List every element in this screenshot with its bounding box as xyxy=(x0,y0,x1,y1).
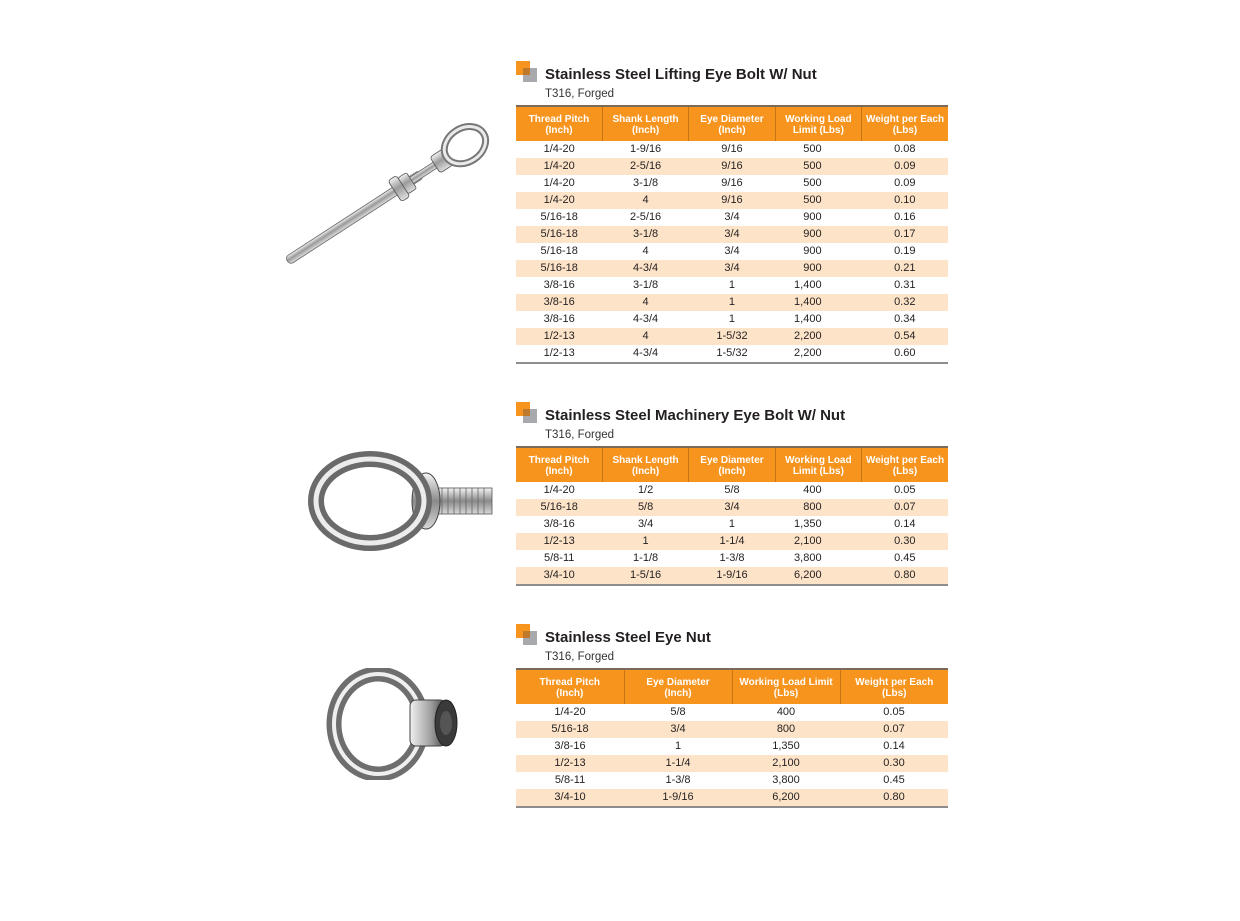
table-cell: 0.10 xyxy=(862,192,948,209)
table-cell: 900 xyxy=(803,211,822,223)
table-row xyxy=(516,243,948,260)
table-cell: 5/8 xyxy=(670,706,686,718)
table-cell: 2-5/16 xyxy=(602,158,688,175)
table-cell: 1/4-20 xyxy=(543,177,575,189)
table-row xyxy=(516,567,948,585)
column-header xyxy=(862,106,948,141)
column-header-line1: Working Load Limit xyxy=(739,676,833,688)
table-cell: 1/2 xyxy=(637,484,654,496)
table-cell: 0.16 xyxy=(894,211,916,223)
table-cell: 5/16-18 xyxy=(516,499,602,516)
table-cell: 4 xyxy=(602,328,688,345)
table-cell: 1-5/16 xyxy=(602,567,688,585)
eye-nut-image xyxy=(326,668,464,780)
column-header xyxy=(602,447,688,482)
column-header xyxy=(602,106,688,141)
column-header-line2: (Inch) xyxy=(664,687,692,699)
table-cell: 0.07 xyxy=(862,499,948,516)
section-marker-icon xyxy=(516,61,538,83)
lifting-eye-bolt-image xyxy=(278,118,503,273)
table-cell: 0.80 xyxy=(862,567,948,585)
column-header xyxy=(732,669,840,704)
table-row xyxy=(516,141,948,158)
table-cell: 5/16-18 xyxy=(516,226,602,243)
table-cell: 2-5/16 xyxy=(629,211,662,223)
section-subtitle: T316, Forged xyxy=(545,429,615,441)
table-cell: 2,100 xyxy=(732,755,840,772)
table-cell: 1 xyxy=(689,294,775,311)
table-cell: 1/2-13 xyxy=(516,328,602,345)
table-cell: 5/16-18 xyxy=(540,211,578,223)
column-header xyxy=(516,447,602,482)
table-cell: 6,200 xyxy=(775,567,861,585)
column-header-line1: Working Load xyxy=(785,454,852,466)
table-cell: 400 xyxy=(776,706,796,718)
column-header-line1: Weight per Each xyxy=(865,454,945,466)
table-cell: 3/8-16 xyxy=(516,294,602,311)
table-cell: 4-3/4 xyxy=(602,260,688,277)
table-cell: 500 xyxy=(803,177,822,189)
table-cell: 0.32 xyxy=(862,294,948,311)
table-cell: 0.30 xyxy=(862,533,948,550)
machinery-eye-bolt-image xyxy=(308,448,496,552)
table-cell: 1 xyxy=(728,279,736,291)
table-row xyxy=(516,277,948,294)
column-header-line2: (Inch) xyxy=(545,124,573,136)
machinery-eye-bolt-spec-table xyxy=(516,446,948,586)
lifting-eye-bolt-spec-table xyxy=(516,105,948,364)
table-cell: 1,350 xyxy=(794,518,822,530)
table-cell: 0.14 xyxy=(894,518,916,530)
column-header-line1: Shank Length xyxy=(612,454,679,466)
table-cell: 3/4 xyxy=(689,260,775,277)
lifting-eye-bolt-section xyxy=(516,61,948,364)
table-header-row xyxy=(516,669,948,704)
eye-nut-section xyxy=(516,624,948,808)
table-cell: 3/8-16 xyxy=(543,518,575,530)
table-cell: 0.14 xyxy=(883,740,905,752)
table-cell: 2,100 xyxy=(775,533,861,550)
table-cell: 1/4-20 xyxy=(543,143,575,155)
table-cell: 1-1/4 xyxy=(689,533,775,550)
table-cell: 0.09 xyxy=(862,158,948,175)
column-header-line1: Weight per Each xyxy=(865,113,945,125)
table-row xyxy=(516,721,948,738)
table-cell: 3-1/8 xyxy=(633,279,659,291)
table-cell: 1/4-20 xyxy=(516,192,602,209)
table-cell: 1/2-13 xyxy=(543,347,575,359)
table-cell: 4 xyxy=(602,294,688,311)
table-cell: 800 xyxy=(732,721,840,738)
section-title: Stainless Steel Machinery Eye Bolt W/ Nut xyxy=(545,407,846,424)
column-header xyxy=(689,447,775,482)
table-cell: 3/8-16 xyxy=(543,279,575,291)
table-cell: 0.34 xyxy=(894,313,916,325)
table-cell: 1-1/4 xyxy=(624,755,732,772)
section-header xyxy=(516,61,948,105)
table-cell: 1 xyxy=(674,740,682,752)
table-cell: 4 xyxy=(602,192,688,209)
table-cell: 1/4-20 xyxy=(554,706,586,718)
table-cell: 1/4-20 xyxy=(516,158,602,175)
table-cell: 0.21 xyxy=(862,260,948,277)
table-cell: 3,800 xyxy=(772,774,800,786)
table-cell: 5/16-18 xyxy=(516,260,602,277)
table-row xyxy=(516,482,948,499)
table-cell: 1/2-13 xyxy=(516,755,624,772)
table-cell: 0.54 xyxy=(862,328,948,345)
table-cell: 9/16 xyxy=(689,192,775,209)
table-row xyxy=(516,499,948,516)
table-header-row xyxy=(516,447,948,482)
table-cell: 5/8 xyxy=(602,499,688,516)
table-row xyxy=(516,260,948,277)
table-cell: 3-1/8 xyxy=(633,177,659,189)
table-cell: 3/4 xyxy=(624,721,732,738)
table-cell: 0.60 xyxy=(894,347,916,359)
column-header-line2: (Lbs) xyxy=(882,687,907,699)
table-cell: 1-9/16 xyxy=(629,143,662,155)
table-cell: 3,800 xyxy=(794,552,822,564)
table-cell: 5/8-11 xyxy=(544,552,575,564)
table-cell: 1-9/16 xyxy=(689,567,775,585)
table-cell: 4-3/4 xyxy=(633,313,659,325)
table-cell: 1,350 xyxy=(772,740,800,752)
column-header-line1: Thread Pitch xyxy=(539,676,601,688)
machinery-eye-bolt-section xyxy=(516,402,948,586)
table-row xyxy=(516,311,948,328)
table-cell: 900 xyxy=(803,245,822,257)
table-cell: 3/4 xyxy=(689,499,775,516)
table-cell: 0.09 xyxy=(894,177,916,189)
table-cell: 5/16-18 xyxy=(540,245,578,257)
table-cell: 9/16 xyxy=(721,143,743,155)
table-row xyxy=(516,209,948,226)
table-row xyxy=(516,550,948,567)
table-cell: 0.80 xyxy=(840,789,948,807)
table-row xyxy=(516,226,948,243)
table-cell: 0.05 xyxy=(883,706,905,718)
column-header-line1: Eye Diameter xyxy=(700,113,764,125)
table-cell: 3/4 xyxy=(689,226,775,243)
table-cell: 1 xyxy=(602,533,688,550)
table-cell: 900 xyxy=(775,260,861,277)
column-header-line2: (Inch) xyxy=(631,465,660,477)
table-cell: 500 xyxy=(775,158,861,175)
section-marker-icon xyxy=(516,402,538,424)
section-title: Stainless Steel Lifting Eye Bolt W/ Nut xyxy=(545,66,817,83)
table-cell: 1-5/32 xyxy=(689,328,775,345)
table-cell: 5/8 xyxy=(724,484,740,496)
column-header-line1: Thread Pitch xyxy=(528,454,590,466)
table-cell: 0.17 xyxy=(862,226,948,243)
table-cell: 1-1/8 xyxy=(633,552,659,564)
column-header-line2: Limit (Lbs) xyxy=(792,124,844,136)
table-row xyxy=(516,294,948,311)
column-header xyxy=(862,447,948,482)
table-row xyxy=(516,738,948,755)
table-cell: 1/4-20 xyxy=(543,484,575,496)
column-header xyxy=(775,106,861,141)
table-cell: 3/4 xyxy=(724,245,740,257)
column-header-line1: Eye Diameter xyxy=(700,454,764,466)
table-row xyxy=(516,345,948,363)
section-subtitle: T316, Forged xyxy=(545,651,615,663)
table-cell: 500 xyxy=(775,192,861,209)
table-header-row xyxy=(516,106,948,141)
table-cell: 0.08 xyxy=(894,143,916,155)
table-row xyxy=(516,789,948,807)
table-cell: 5/16-18 xyxy=(516,721,624,738)
table-cell: 9/16 xyxy=(721,177,743,189)
table-row xyxy=(516,755,948,772)
column-header-line1: Working Load xyxy=(785,113,852,125)
table-cell: 4 xyxy=(642,245,649,257)
table-row xyxy=(516,516,948,533)
table-cell: 1 xyxy=(728,313,736,325)
table-cell: 3/4 xyxy=(637,518,654,530)
column-header-line1: Eye Diameter xyxy=(646,676,710,688)
table-row xyxy=(516,533,948,550)
table-cell: 0.45 xyxy=(883,774,905,786)
table-cell: 3/4 xyxy=(724,211,740,223)
section-marker-icon xyxy=(516,624,538,646)
table-row xyxy=(516,175,948,192)
section-subtitle: T316, Forged xyxy=(545,88,615,100)
section-header xyxy=(516,402,948,446)
table-cell: 0.07 xyxy=(840,721,948,738)
table-cell: 3/8-16 xyxy=(554,740,586,752)
table-cell: 0.19 xyxy=(894,245,916,257)
column-header-line2: (Inch) xyxy=(545,465,573,477)
column-header xyxy=(624,669,732,704)
table-cell: 800 xyxy=(775,499,861,516)
table-cell: 900 xyxy=(775,226,861,243)
table-cell: 1,400 xyxy=(775,294,861,311)
table-row xyxy=(516,158,948,175)
section-title: Stainless Steel Eye Nut xyxy=(545,629,711,646)
table-cell: 1 xyxy=(728,518,736,530)
table-cell: 2,200 xyxy=(775,328,861,345)
table-cell: 1,400 xyxy=(794,313,822,325)
column-header xyxy=(516,669,624,704)
table-cell: 0.45 xyxy=(894,552,916,564)
column-header xyxy=(775,447,861,482)
table-cell: 2,200 xyxy=(794,347,822,359)
table-cell: 0.30 xyxy=(840,755,948,772)
column-header-line1: Thread Pitch xyxy=(528,113,590,125)
table-cell: 400 xyxy=(803,484,822,496)
table-cell: 9/16 xyxy=(689,158,775,175)
column-header-line2: Limit (Lbs) xyxy=(792,465,844,477)
column-header-line2: (Lbs) xyxy=(892,465,918,477)
table-cell: 4-3/4 xyxy=(633,347,659,359)
section-header xyxy=(516,624,948,668)
column-header xyxy=(689,106,775,141)
column-header-line2: (Inch) xyxy=(556,687,584,699)
table-cell: 500 xyxy=(803,143,822,155)
column-header-line2: (Lbs) xyxy=(773,687,799,699)
table-cell: 1/2-13 xyxy=(516,533,602,550)
table-cell: 5/8-11 xyxy=(554,774,586,786)
table-cell: 6,200 xyxy=(732,789,840,807)
column-header-line2: (Inch) xyxy=(718,124,746,136)
table-row xyxy=(516,704,948,721)
table-cell: 1-5/32 xyxy=(716,347,748,359)
table-cell: 1,400 xyxy=(794,279,822,291)
table-cell: 1-3/8 xyxy=(719,552,745,564)
column-header-line2: (Inch) xyxy=(718,465,746,477)
table-row xyxy=(516,328,948,345)
table-cell: 0.31 xyxy=(894,279,916,291)
table-cell: 0.05 xyxy=(894,484,916,496)
table-cell: 3/4-10 xyxy=(516,567,602,585)
table-cell: 3-1/8 xyxy=(602,226,688,243)
column-header xyxy=(516,106,602,141)
table-cell: 3/4-10 xyxy=(516,789,624,807)
column-header-line1: Shank Length xyxy=(612,113,679,125)
table-row xyxy=(516,772,948,789)
eye-nut-spec-table xyxy=(516,668,948,808)
column-header-line2: (Inch) xyxy=(631,124,660,136)
table-cell: 1-9/16 xyxy=(624,789,732,807)
table-cell: 1-3/8 xyxy=(665,774,691,786)
table-row xyxy=(516,192,948,209)
column-header-line2: (Lbs) xyxy=(892,124,918,136)
column-header-line1: Weight per Each xyxy=(855,676,934,688)
column-header xyxy=(840,669,948,704)
table-cell: 3/8-16 xyxy=(543,313,575,325)
